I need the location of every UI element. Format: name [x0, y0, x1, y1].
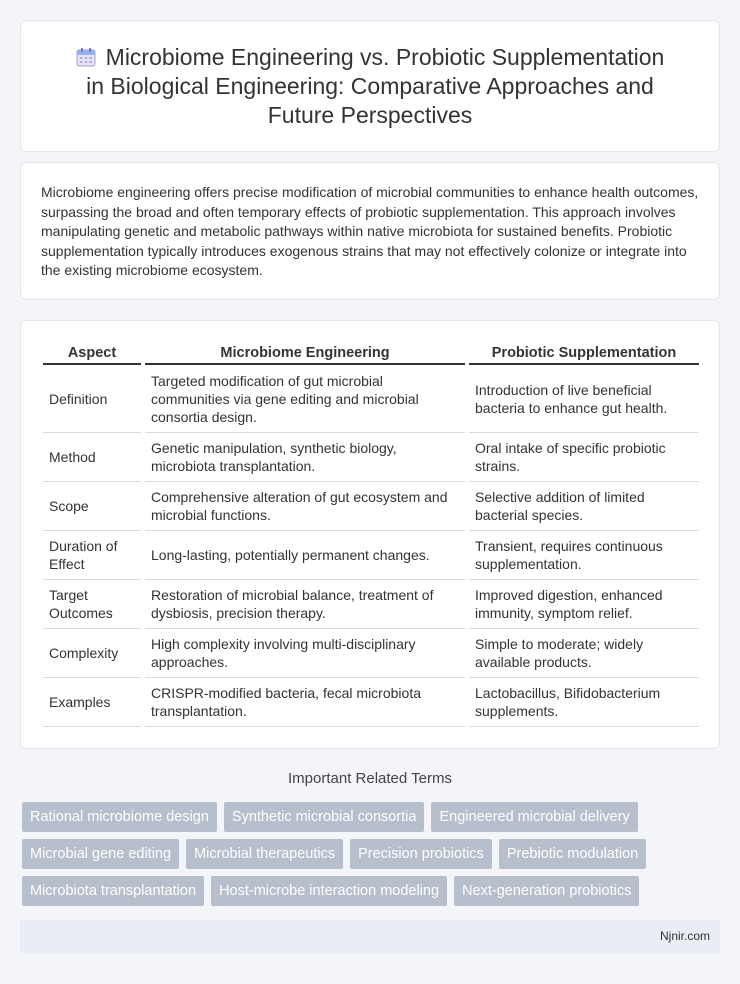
cell-probiotic: Oral intake of specific probiotic strains.: [469, 433, 699, 482]
cell-probiotic: Lactobacillus, Bifidobacterium supplements.: [469, 678, 699, 727]
term-tag[interactable]: Prebiotic modulation: [499, 839, 646, 869]
term-tag[interactable]: Microbiota transplantation: [22, 876, 204, 906]
title-line-1: Microbiome Engineering vs. Probiotic Supplementation: [105, 44, 665, 70]
table-header-row: [43, 341, 699, 365]
term-tag[interactable]: Rational microbiome design: [22, 802, 217, 832]
cell-probiotic: Selective addition of limited bacterial species.: [469, 482, 699, 531]
cell-aspect: Scope: [43, 482, 141, 531]
cell-engineering: CRISPR-modified bacteria, fecal microbiota transplantation.: [145, 678, 465, 727]
term-tag[interactable]: Microbial gene editing: [22, 839, 179, 869]
cell-engineering: Comprehensive alteration of gut ecosystem and microbial functions.: [145, 482, 465, 531]
term-tag[interactable]: Next-generation probiotics: [454, 876, 639, 906]
cell-aspect: Definition: [43, 365, 141, 433]
cell-engineering: Targeted modification of gut microbial communities via gene editing and microbial consortia design.: [145, 365, 465, 433]
cell-engineering: Long-lasting, potentially permanent changes.: [145, 531, 465, 580]
cell-aspect: Duration of Effect: [43, 531, 141, 580]
intro-paragraph: Microbiome engineering offers precise modification of microbial communities to enhance health outcomes, surpassing the broad and often temporary effects of probiotic supplementation. This approach involves manipulating genetic and metabolic pathways within native microbiota for sustained benefits. Probiotic supplementation typically introduces exogenous strains that may not effectively colonize or integrate into the existing microbiome ecosystem.: [41, 184, 699, 278]
title-card: [20, 20, 720, 152]
intro-card: [20, 162, 720, 300]
comparison-table: [43, 341, 699, 727]
term-tag[interactable]: Engineered microbial delivery: [431, 802, 637, 832]
cell-probiotic: Improved digestion, enhanced immunity, symptom relief.: [469, 580, 699, 629]
footer: [20, 920, 720, 953]
table-row: [43, 580, 699, 629]
term-tag[interactable]: Synthetic microbial consortia: [224, 802, 425, 832]
comparison-table-card: [20, 320, 720, 749]
table-row: [43, 531, 699, 580]
table-row: [43, 629, 699, 678]
term-row: [22, 802, 722, 832]
term-tag[interactable]: Host-microbe interaction modeling: [211, 876, 447, 906]
cell-engineering: Restoration of microbial balance, treatment of dysbiosis, precision therapy.: [145, 580, 465, 629]
cell-probiotic: Introduction of live beneficial bacteria to enhance gut health.: [469, 365, 699, 433]
cell-aspect: Method: [43, 433, 141, 482]
table-row: [43, 482, 699, 531]
footer-site-link[interactable]: Njnir.com: [659, 929, 710, 943]
calendar-icon: [76, 47, 96, 67]
cell-aspect: Complexity: [43, 629, 141, 678]
title-line-3: Future Perspectives: [267, 102, 473, 128]
header-microbiome-engineering: Microbiome Engineering: [145, 341, 465, 365]
title-line-2: in Biological Engineering: Comparative Approaches and: [86, 73, 654, 99]
header-aspect: Aspect: [43, 341, 141, 365]
table-row: [43, 365, 699, 433]
cell-aspect: Target Outcomes: [43, 580, 141, 629]
term-tag[interactable]: Precision probiotics: [350, 839, 492, 869]
cell-aspect: Examples: [43, 678, 141, 727]
table-row: [43, 678, 699, 727]
term-row: [22, 876, 722, 906]
term-tag[interactable]: Microbial therapeutics: [186, 839, 343, 869]
cell-engineering: Genetic manipulation, synthetic biology, microbiota transplantation.: [145, 433, 465, 482]
page-title: [51, 43, 689, 130]
cell-engineering: High complexity involving multi-disciplinary approaches.: [145, 629, 465, 678]
cell-probiotic: Simple to moderate; widely available products.: [469, 629, 699, 678]
cell-probiotic: Transient, requires continuous supplementation.: [469, 531, 699, 580]
table-row: [43, 433, 699, 482]
related-terms: [22, 802, 722, 913]
related-terms-heading: Important Related Terms: [288, 770, 452, 787]
term-row: [22, 839, 722, 869]
header-probiotic-supplementation: Probiotic Supplementation: [469, 341, 699, 365]
